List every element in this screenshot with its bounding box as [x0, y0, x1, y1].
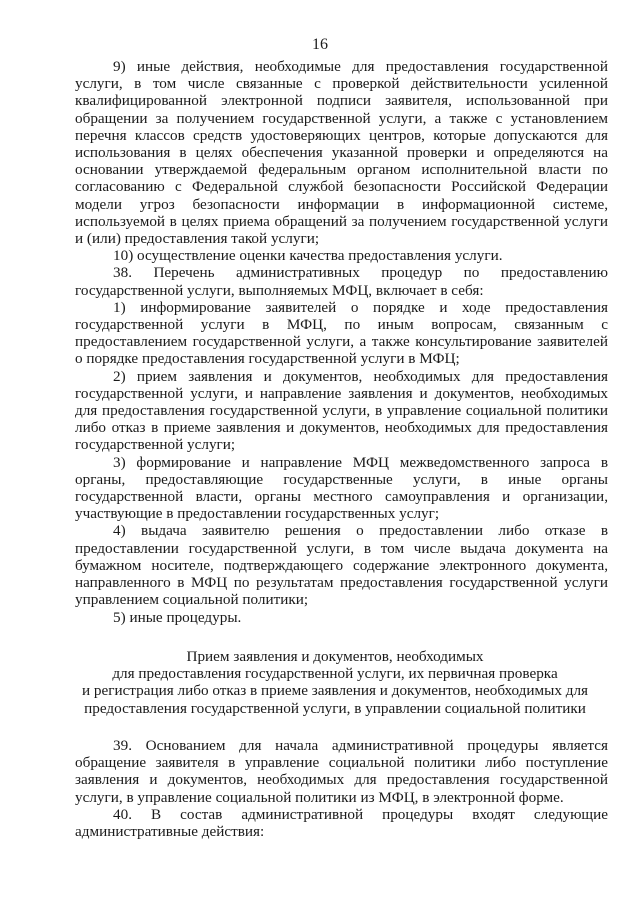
paragraph: 9) иные действия, необходимые для предоставления государственной услуги, в том числе связанные с проверкой действительности усиленной квалифицированной электронной подписи заявителя, использованной при обращении за получением государственной услуги, а также с установлением перечня классов средств удостоверяющих центров, которые допускаются для использования в целях обеспечения указанной проверки и определяются на основании утверждаемой федеральным органом исполнительной власти по согласованию с Федеральной службой безопасности Российской Федерации модели угроз безопасности информации в информационной системе, используемой в целях приема обращений за получением государственной услуги и (или) предоставления такой услуги; [75, 58, 608, 248]
paragraph: 40. В состав административной процедуры входят следующие административные действия: [75, 805, 608, 841]
section-heading [0, 648, 640, 717]
body-text-top [75, 58, 608, 626]
paragraph: 1) информирование заявителей о порядке и ходе предоставления государственной услуги в МФЦ, по иным вопросам, связанным с предоставлением государственной услуги, а также консультирование заявителей о порядке предоставления государственной услуги в МФЦ; [75, 298, 608, 368]
section-heading-line: и регистрация либо отказ в приеме заявления и документов, необходимых для [81, 682, 589, 700]
page-number: 16 [312, 36, 328, 53]
paragraph: 38. Перечень административных процедур по предоставлению государственной услуги, выполняемых МФЦ, включает в себя: [75, 264, 608, 299]
section-heading-line: Прием заявления и документов, необходимых [186, 648, 484, 665]
paragraph: 39. Основанием для начала административной процедуры является обращение заявителя в управление социальной политики либо поступление заявления и документов, необходимых для предоставления государственной услуги, в управление социальной политики из МФЦ, в электронной форме. [75, 737, 608, 806]
paragraph: 2) прием заявления и документов, необходимых для предоставления государственной услуги, и направление заявления и документов, необходимых для предоставления государственной услуги, в управление социальной политики либо отказ в приеме заявления и документов, необходимых для предоставления государственной услуги; [75, 367, 608, 454]
paragraph: 10) осуществление оценки качества предоставления услуги. [113, 247, 503, 265]
paragraph: 4) выдача заявителю решения о предоставлении либо отказе в предоставлении государственной услуги, в том числе выдача документа на бумажном носителе, подтверждающего содержание электронного документа, направленного в МФЦ по результатам предоставления государственной услуги управлением социальной политики; [75, 522, 608, 609]
section-heading-line: предоставления государственной услуги, в управлении социальной политики [84, 699, 586, 717]
paragraph: 3) формирование и направление МФЦ межведомственного запроса в органы, предоставляющие государственные услуги, в иные органы государственной власти, органы местного самоуправления и организации, участвующие в предоставлении государственных услуг; [75, 453, 608, 523]
paragraph: 5) иные процедуры. [113, 608, 242, 626]
body-text-bottom [75, 737, 608, 840]
section-heading-line: для предоставления государственной услуги, их первичная проверка [112, 665, 558, 683]
